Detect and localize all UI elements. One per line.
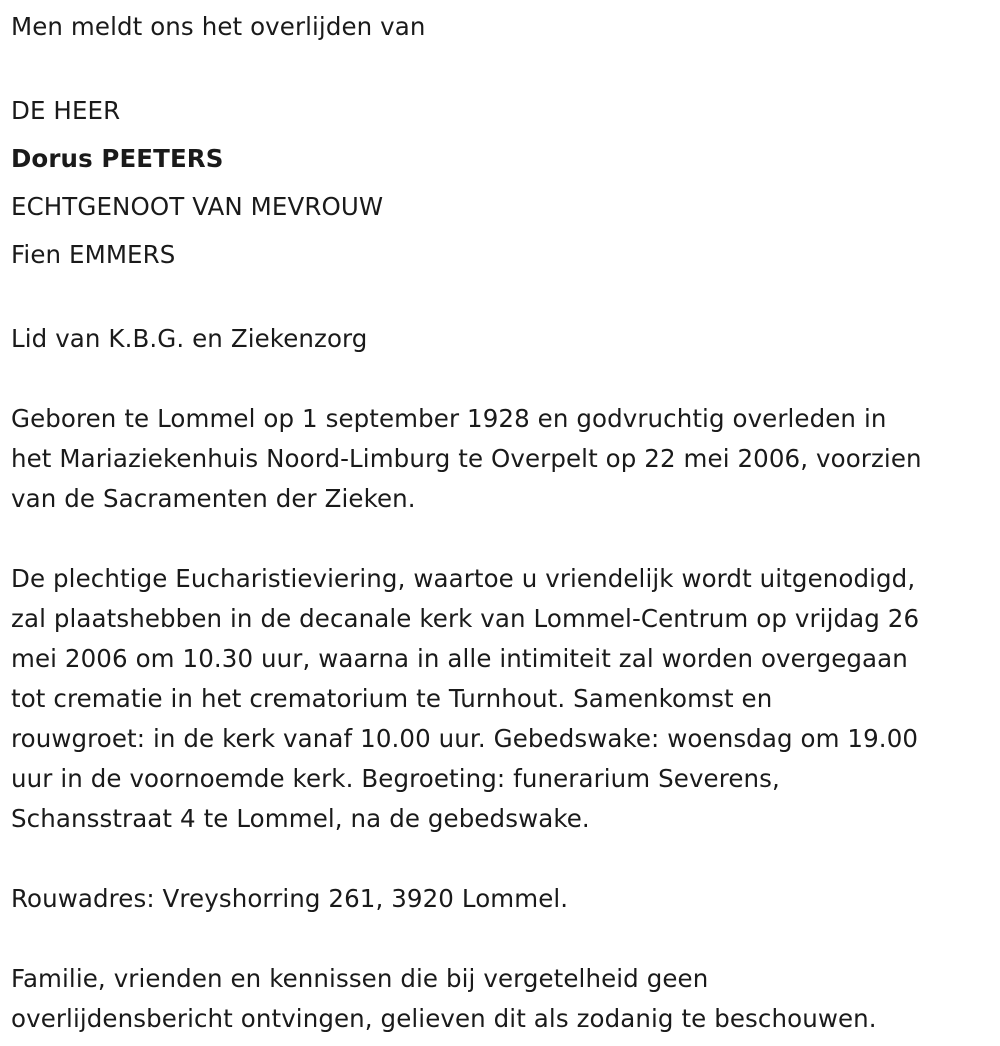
paragraph-line: Familie, vrienden en kennissen die bij vergetelheid geen: [11, 964, 709, 993]
spacer: [11, 279, 1000, 319]
paragraph-line: De plechtige Eucharistieviering, waartoe u vriendelijk wordt uitgenodigd,: [11, 564, 916, 593]
birth-death-paragraph: [11, 399, 1000, 519]
paragraph-line: uur in de voornoemde kerk. Begroeting: funerarium Severens,: [11, 764, 780, 793]
spacer: [11, 47, 1000, 87]
paragraph-line: zal plaatshebben in de decanale kerk van Lommel-Centrum op vrijdag 26: [11, 604, 920, 633]
spacer: [11, 839, 1000, 879]
spouse-label: ECHTGENOOT VAN MEVROUW: [11, 192, 384, 221]
paragraph-line: Geboren te Lommel op 1 september 1928 en godvruchtig overleden in: [11, 404, 887, 433]
address-text: Rouwadres: Vreyshorring 261, 3920 Lommel.: [11, 884, 569, 913]
spouse-name: Fien EMMERS: [11, 240, 176, 269]
paragraph-line: overlijdensbericht ontvingen, gelieven dit als zodanig te beschouwen.: [11, 1004, 877, 1033]
paragraph-line: van de Sacramenten der Zieken.: [11, 484, 416, 513]
membership-text: Lid van K.B.G. en Ziekenzorg: [11, 324, 368, 353]
spacer: [11, 519, 1000, 559]
spacer: [11, 359, 1000, 399]
closing-paragraph: [11, 959, 1000, 1039]
deceased-block: [11, 87, 1000, 279]
deceased-name: Dorus PEETERS: [11, 144, 224, 173]
spacer: [11, 919, 1000, 959]
intro-text: Men meldt ons het overlijden van: [11, 12, 426, 41]
paragraph-line: rouwgroet: in de kerk vanaf 10.00 uur. Gebedswake: woensdag om 19.00: [11, 724, 919, 753]
paragraph-line: tot crematie in het crematorium te Turnhout. Samenkomst en: [11, 684, 773, 713]
ceremony-paragraph: [11, 559, 1000, 839]
deceased-title: DE HEER: [11, 96, 121, 125]
paragraph-line: mei 2006 om 10.30 uur, waarna in alle intimiteit zal worden overgegaan: [11, 644, 908, 673]
paragraph-line: Schansstraat 4 te Lommel, na de gebedswake.: [11, 804, 590, 833]
paragraph-line: het Mariaziekenhuis Noord-Limburg te Overpelt op 22 mei 2006, voorzien: [11, 444, 922, 473]
